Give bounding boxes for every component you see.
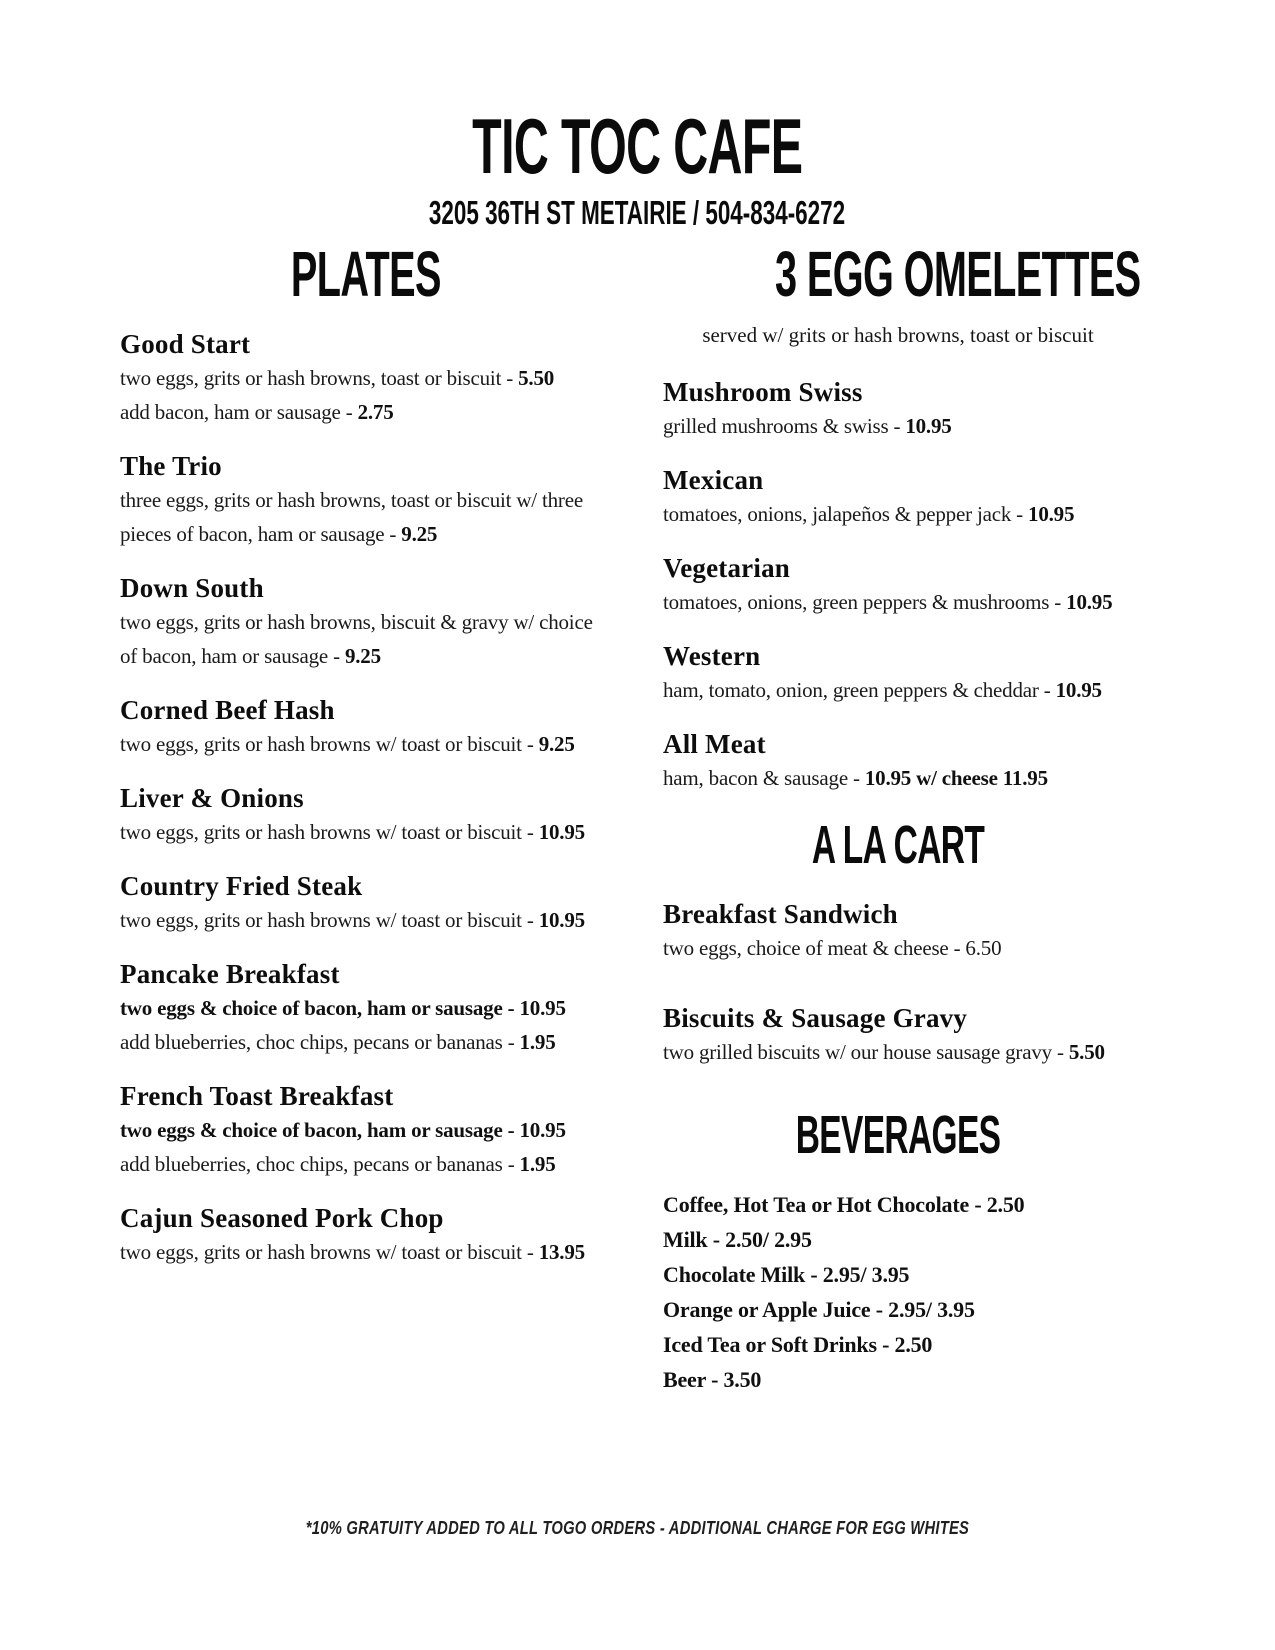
menu-header xyxy=(0,0,1275,232)
item-description-line: two eggs, grits or hash browns w/ toast or biscuit - 9.25 xyxy=(120,732,575,756)
item-description-line: Iced Tea or Soft Drinks - 2.50 xyxy=(663,1332,933,1357)
restaurant-name xyxy=(0,102,1275,190)
menu-item-country-fried-steak xyxy=(120,869,612,937)
item-description-line: add blueberries, choc chips, pecans or bananas - 1.95 xyxy=(120,1030,556,1054)
menu-section-3-egg-omelettes xyxy=(663,238,1141,795)
menu-section-a-la-cart xyxy=(663,815,1133,1069)
menu-section-plates xyxy=(120,240,612,1269)
menu-item-all-meat xyxy=(663,727,1133,795)
item-description-line: two eggs, grits or hash browns, biscuit & gravy w/ choice xyxy=(120,610,593,634)
menu-item-down-south xyxy=(120,571,612,673)
item-description-line: two grilled biscuits w/ our house sausage gravy - 5.50 xyxy=(663,1040,1105,1064)
section-subtitle: served w/ grits or hash browns, toast or biscuit xyxy=(702,323,1094,347)
item-description-line: tomatoes, onions, green peppers & mushrooms - 10.95 xyxy=(663,590,1113,614)
section-heading xyxy=(663,1105,1133,1165)
item-description-line: two eggs & choice of bacon, ham or sausage - 10.95 xyxy=(120,996,566,1020)
menu-item-mexican xyxy=(663,463,1133,531)
section-heading xyxy=(120,240,612,309)
item-description-line: two eggs & choice of bacon, ham or sausage - 10.95 xyxy=(120,1118,566,1142)
item-description-line: Coffee, Hot Tea or Hot Chocolate - 2.50 xyxy=(663,1192,1025,1217)
item-description-line: two eggs, grits or hash browns w/ toast or biscuit - 10.95 xyxy=(120,820,585,844)
section-heading-text: 3 EGG OMELETTES xyxy=(775,238,1141,310)
menu-item-french-toast-breakfast xyxy=(120,1079,612,1181)
menu-item-the-trio xyxy=(120,449,612,551)
item-name: All Meat xyxy=(663,729,766,759)
item-description-line: two eggs, choice of meat & cheese - 6.50 xyxy=(663,936,1002,960)
section-heading xyxy=(663,238,1141,310)
restaurant-name-text: TIC TOC CAFE xyxy=(472,102,803,190)
section-heading-text: PLATES xyxy=(291,238,441,310)
menu-section-beverages xyxy=(663,1105,1133,1397)
menu-item-mushroom-swiss xyxy=(663,375,1133,443)
item-name: Mushroom Swiss xyxy=(663,377,863,407)
item-name: Biscuits & Sausage Gravy xyxy=(663,1003,968,1033)
item-description-line: Orange or Apple Juice - 2.95/ 3.95 xyxy=(663,1297,975,1322)
item-description-line: grilled mushrooms & swiss - 10.95 xyxy=(663,414,952,438)
menu-column-left xyxy=(120,240,612,1289)
item-description-line: pieces of bacon, ham or sausage - 9.25 xyxy=(120,522,438,546)
menu-item-cajun-seasoned-pork-chop xyxy=(120,1201,612,1269)
item-name: Down South xyxy=(120,573,264,603)
item-name: Vegetarian xyxy=(663,553,790,583)
item-description-line: ham, tomato, onion, green peppers & cheddar - 10.95 xyxy=(663,678,1102,702)
item-description-line: add blueberries, choc chips, pecans or bananas - 1.95 xyxy=(120,1152,556,1176)
menu-item-good-start xyxy=(120,327,612,429)
menu-item-liver-onions xyxy=(120,781,612,849)
item-description-line: two eggs, grits or hash browns w/ toast or biscuit - 10.95 xyxy=(120,908,585,932)
gratuity-note: *10% GRATUITY ADDED TO ALL TOGO ORDERS - ADDITIONAL CHARGE FOR EGG WHITES xyxy=(305,1518,970,1538)
item-description-line: two eggs, grits or hash browns w/ toast or biscuit - 13.95 xyxy=(120,1240,585,1264)
menu-column-right xyxy=(663,238,1141,1417)
restaurant-address xyxy=(0,195,1275,232)
section-heading-text: BEVERAGES xyxy=(795,1105,1001,1165)
menu-items xyxy=(663,1187,1133,1397)
menu-item-vegetarian xyxy=(663,551,1133,619)
menu-item-biscuits-sausage-gravy xyxy=(663,1001,1133,1069)
item-name: Pancake Breakfast xyxy=(120,959,340,989)
menu-item-western xyxy=(663,639,1133,707)
item-name: French Toast Breakfast xyxy=(120,1081,394,1111)
menu-item-pancake-breakfast xyxy=(120,957,612,1059)
item-name: Corned Beef Hash xyxy=(120,695,335,725)
item-description-line: ham, bacon & sausage - 10.95 w/ cheese 11.95 xyxy=(663,766,1048,790)
item-description-line: of bacon, ham or sausage - 9.25 xyxy=(120,644,381,668)
section-heading xyxy=(663,815,1133,875)
item-name: Mexican xyxy=(663,465,764,495)
item-description-line: add bacon, ham or sausage - 2.75 xyxy=(120,400,394,424)
item-name: The Trio xyxy=(120,451,222,481)
item-description-line: tomatoes, onions, jalapeños & pepper jack - 10.95 xyxy=(663,502,1075,526)
item-description-line: Milk - 2.50/ 2.95 xyxy=(663,1227,812,1252)
section-heading-text: A LA CART xyxy=(811,815,985,875)
menu-item-breakfast-sandwich xyxy=(663,897,1133,965)
item-name: Western xyxy=(663,641,761,671)
menu-item-corned-beef-hash xyxy=(120,693,612,761)
item-name: Liver & Onions xyxy=(120,783,304,813)
restaurant-address-text: 3205 36TH ST METAIRIE / 504-834-6272 xyxy=(429,194,846,231)
item-description-line: Beer - 3.50 xyxy=(663,1367,762,1392)
item-description-line: two eggs, grits or hash browns, toast or biscuit - 5.50 xyxy=(120,366,555,390)
item-description-line: Chocolate Milk - 2.95/ 3.95 xyxy=(663,1262,910,1287)
item-name: Cajun Seasoned Pork Chop xyxy=(120,1203,444,1233)
item-description-line: three eggs, grits or hash browns, toast or biscuit w/ three xyxy=(120,488,583,512)
item-name: Good Start xyxy=(120,329,251,359)
item-name: Breakfast Sandwich xyxy=(663,899,898,929)
item-name: Country Fried Steak xyxy=(120,871,363,901)
menu-footer xyxy=(0,1516,1275,1540)
